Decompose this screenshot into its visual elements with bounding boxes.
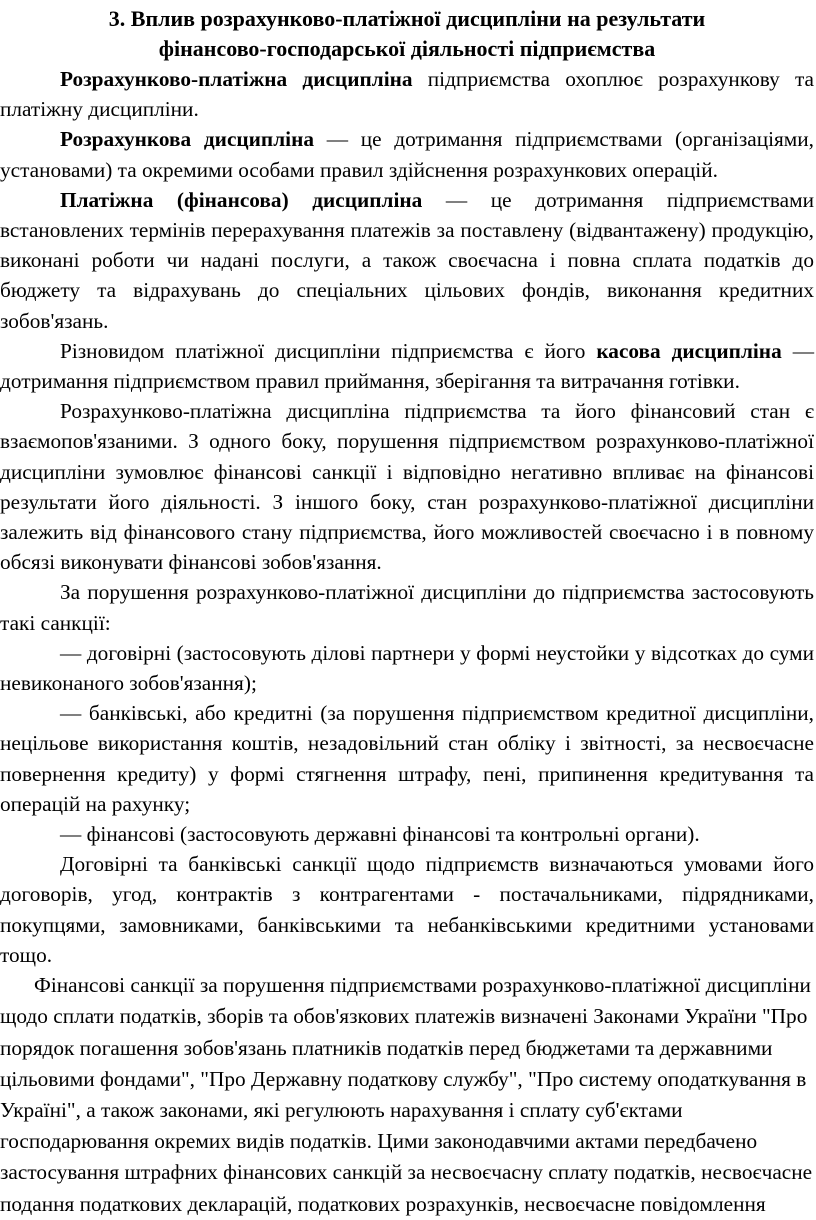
paragraph-text: підприємства охоплює розрахункову та платіжну дисципліни. [0,67,814,122]
paragraph-sanctions-intro: За порушення розрахунково-платіжної дисципліни до підприємства застосовують такі санкції: [0,580,814,635]
list-item-financial-sanctions: — фінансові (застосовують державні фінансові та контрольні органи). [60,822,700,847]
section-title-line-1: 3. Вплив розрахунково-платіжної дисципліни на результати [108,6,706,31]
paragraph-text: — це дотримання підприємствами встановлених термінів перерахування платежів за поставлену (відвантажену) продукцію, виконані роботи чи надані послуги, а також своєчасна і повна сплата податків до бюджету та відрахувань до спеціальних цільових фондів, виконання кредитних зобов'язань. [0,187,814,333]
term-cash-discipline: касова дисципліна [596,338,782,363]
paragraph-text: — дотримання підприємством правил приймання, зберігання та витрачання готівки. [0,338,815,394]
paragraph-financial-sanctions-laws: Фінансові санкції за порушення підприємствами розрахунково-платіжної дисципліни щодо сплати податків, зборів та обов'язкових платежів визначені Законами України "Про порядок погашення зобов'язань платників податків перед бюджетами та державними цільовими фондами", "Про Державну податкову службу", "Про систему оподаткування в Україні", а також законами, які регулюють нарахування і сплату суб'єктами господарювання окремих видів податків. Цими законодавчими актами передбачено застосування штрафних фінансових санкцій за несвоєчасну сплату податків, несвоєчасне подання податкових декларацій, податкових розрахунків, несвоєчасне повідомлення [0,973,813,1216]
document-page [0,4,816,1220]
section-title [0,4,814,64]
list-item-bank-sanctions: — банківські, або кредитні (за порушення підприємством кредитної дисципліни, нецільове використання коштів, незадовільний стан обліку і звітності, за несвоєчасне повернення кредиту) у формі стягнення штрафу, пені, припинення кредитування та операцій на рахунку; [0,701,814,816]
term-settlement-discipline: Розрахункова дисципліна [60,127,314,152]
paragraph-settlement-payment-discipline [0,64,814,124]
paragraph-lead: Різновидом платіжної дисципліни підприємства є його [60,338,597,363]
paragraph-cash-discipline [0,336,814,396]
paragraph-interdependence: Розрахунково-платіжна дисципліна підприємства та його фінансовий стан є взаємопов'язаними. З одного боку, порушення підприємством розрахунково-платіжної дисципліни зумовлює фінансові санкції і відповідно негативно впливає на фінансові результати його діяльності. З іншого боку, стан розрахунково-платіжної дисципліни залежить від фінансового стану підприємства, його можливостей своєчасно і в повному обсязі виконувати фінансові зобов'язання. [0,399,814,575]
paragraph-payment-discipline [0,185,814,336]
paragraph-text: — це дотримання підприємствами (організаціями, установами) та окремими особами правил здійснення розрахункових операцій. [0,127,815,182]
paragraph-contract-bank-sanctions: Договірні та банківські санкції щодо підприємств визначаються умовами його договорів, угод, контрактів з контрагентами - постачальниками, підрядниками, покупцями, замовниками, банківськими та небанківськими кредитними установами тощо. [0,852,814,967]
term-payment-discipline: Платіжна (фінансова) дисципліна [60,187,423,212]
list-item-contractual-sanctions: — договірні (застосовують ділові партнери у формі неустойки у відсотках до суми невиконаного зобов'язання); [0,640,814,696]
section-title-line-2: фінансово-господарської діяльності підприємства [158,36,656,61]
term-settlement-payment-discipline: Розрахунково-платіжна дисципліна [60,67,413,91]
paragraph-settlement-discipline [0,124,814,184]
